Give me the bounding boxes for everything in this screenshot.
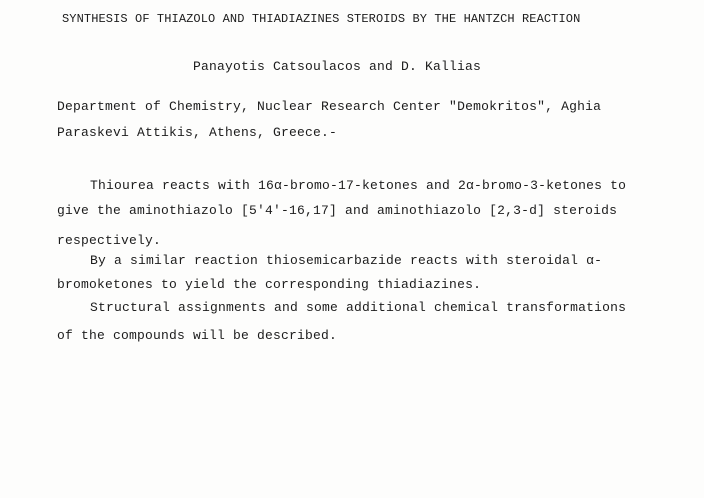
abstract-line: Structural assignments and some additional chemical transformations <box>90 300 627 315</box>
abstract-line: of the compounds will be described. <box>57 328 338 343</box>
abstract-line: By a similar reaction thiosemicarbazide reacts with steroidal α- <box>90 253 603 268</box>
affiliation-line: Department of Chemistry, Nuclear Research Center "Demokritos", Aghia <box>57 99 602 114</box>
paper-title: SYNTHESIS OF THIAZOLO AND THIADIAZINES STEROIDS BY THE HANTZCH REACTION <box>62 12 581 26</box>
abstract-line: respectively. <box>57 233 162 248</box>
author-line: Panayotis Catsoulacos and D. Kallias <box>193 59 482 74</box>
affiliation-line: Paraskevi Attikis, Athens, Greece.- <box>57 125 338 140</box>
abstract-line: give the aminothiazolo [5'4'-16,17] and aminothiazolo [2,3-d] steroids <box>57 203 618 218</box>
abstract-line: Thiourea reacts with 16α-bromo-17-ketones and 2α-bromo-3-ketones to <box>90 178 627 193</box>
abstract-line: bromoketones to yield the corresponding thiadiazines. <box>57 277 482 292</box>
